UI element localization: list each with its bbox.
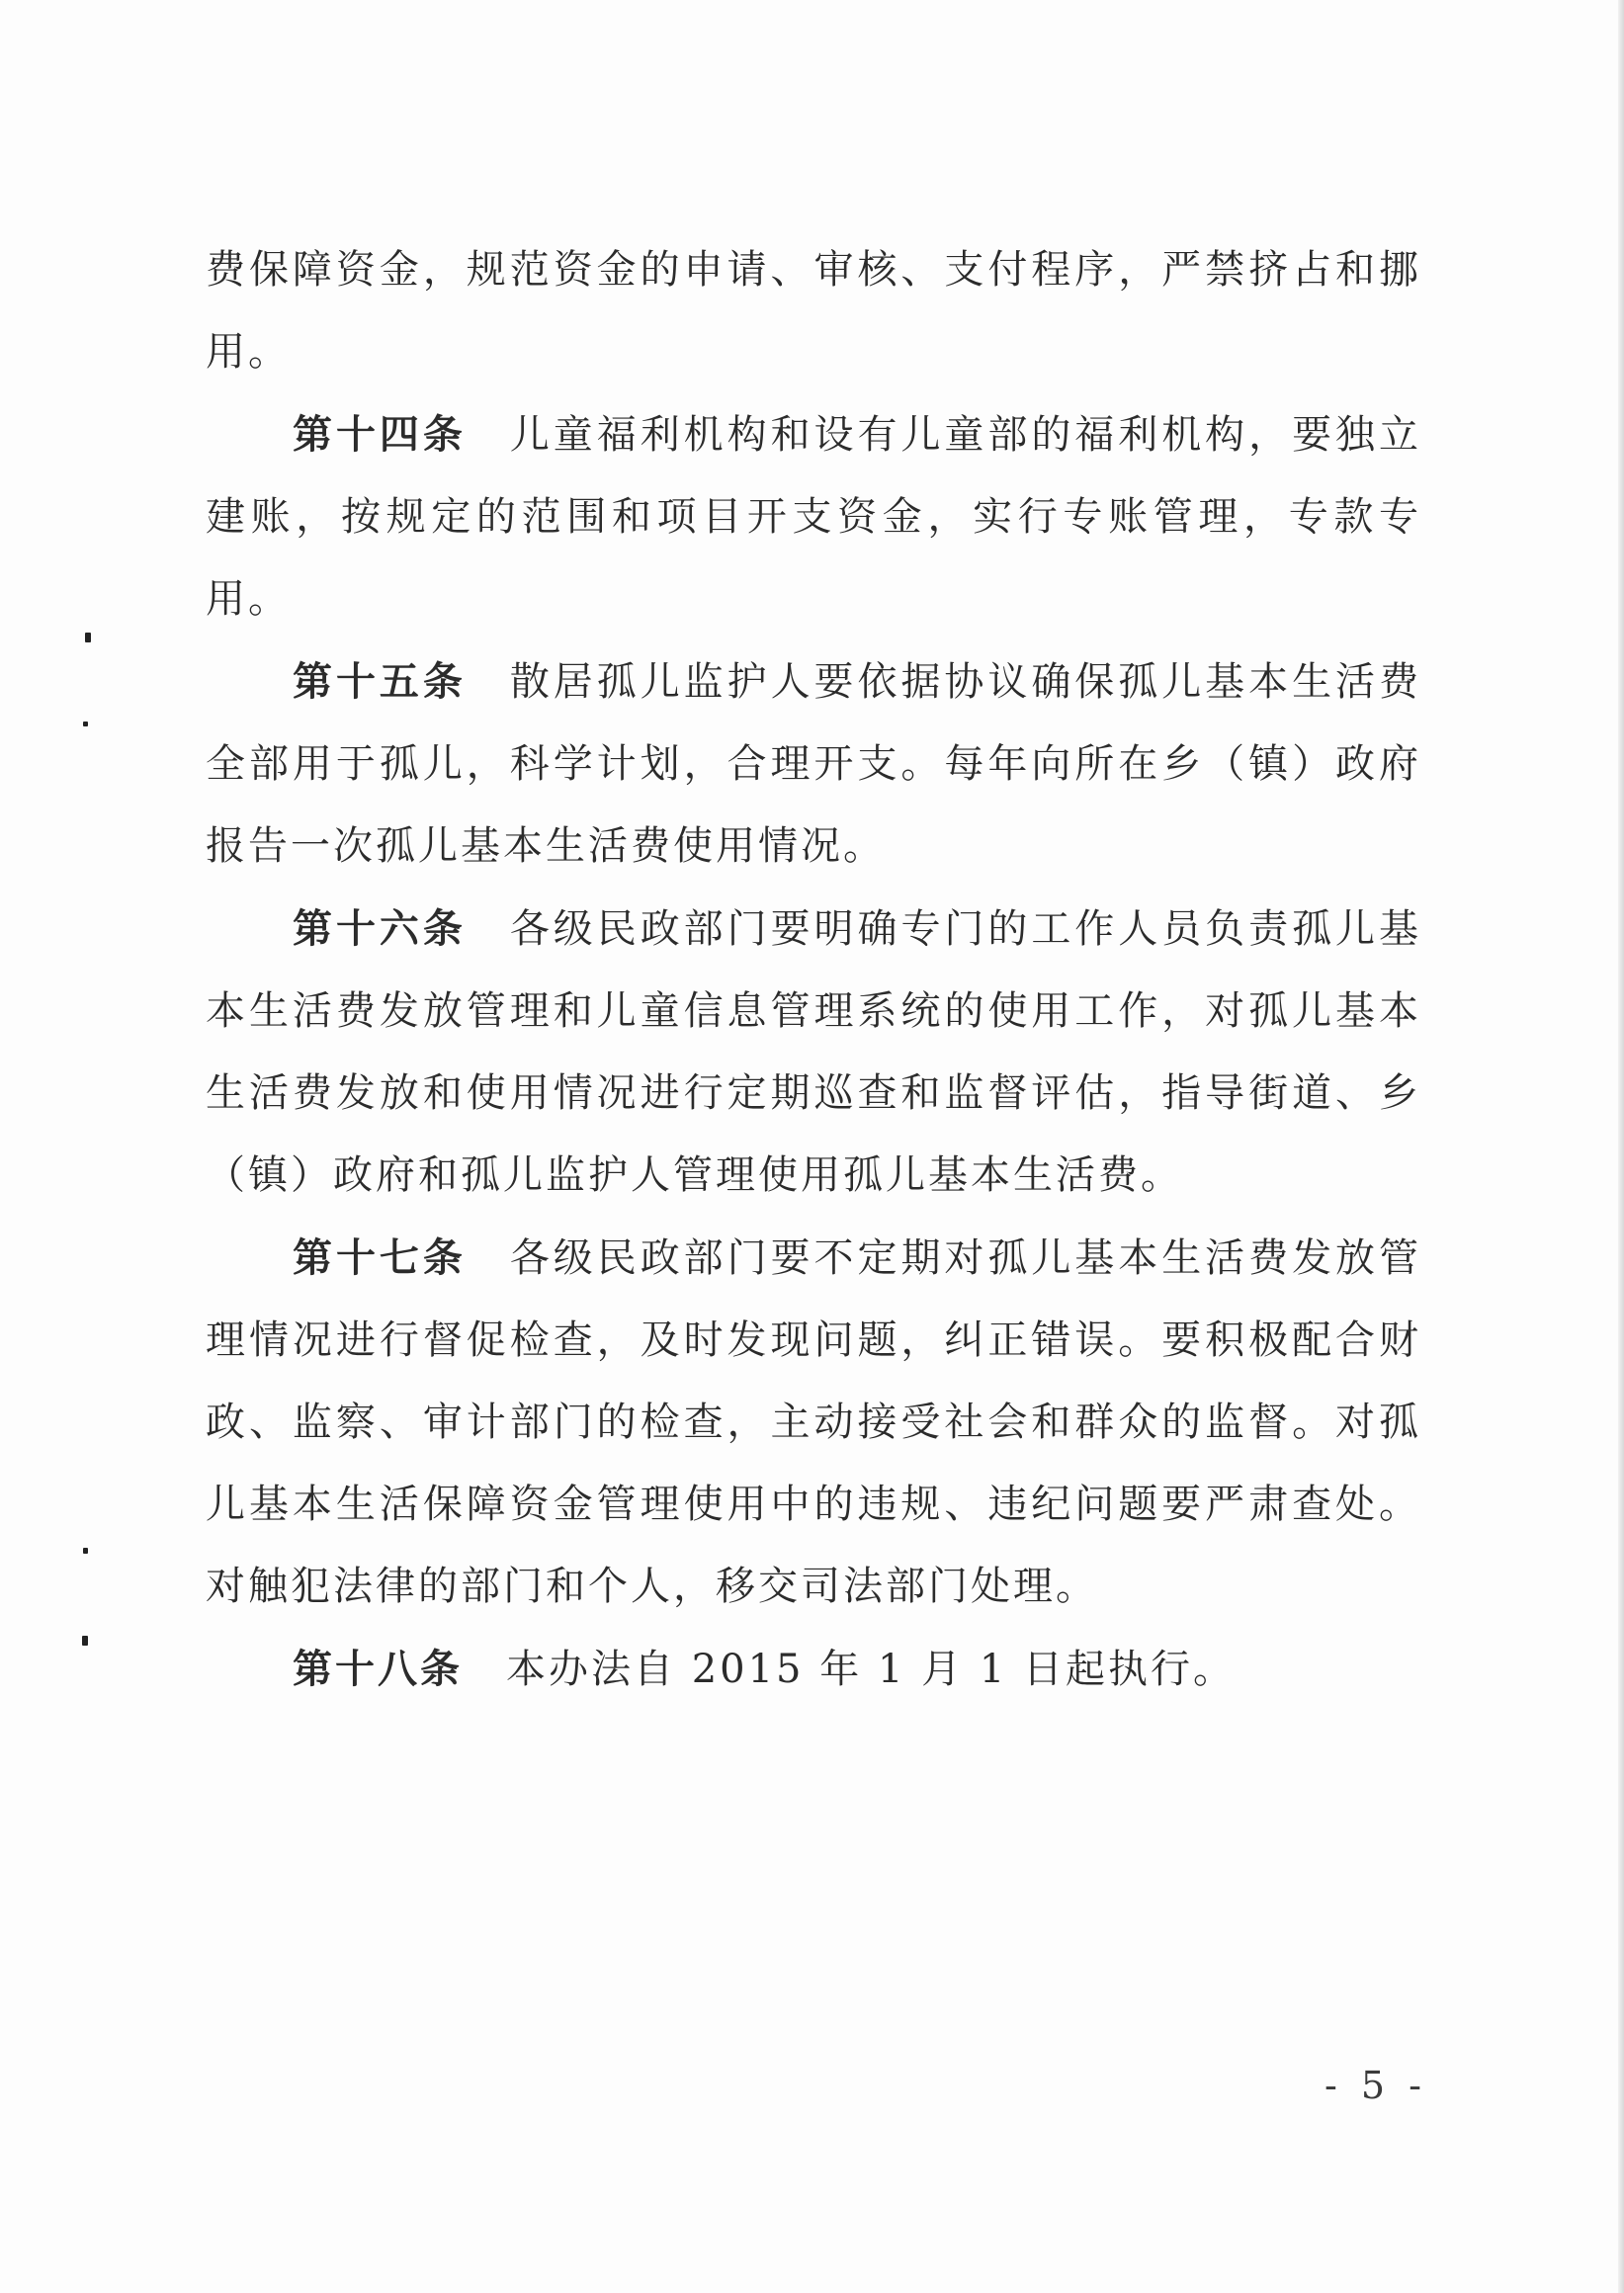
- paragraph-continuation: [206, 229, 1421, 393]
- scan-artifact: [85, 633, 91, 642]
- article-17: [206, 1217, 1421, 1628]
- article-text: 本办法自 2015 年 1 月 1 日起执行。: [506, 1647, 1236, 1692]
- article-15: [206, 640, 1421, 888]
- scan-artifact: [83, 1548, 88, 1554]
- scan-artifact: [82, 1636, 88, 1646]
- article-label: 第十八条: [293, 1646, 463, 1692]
- article-text: 各级民政部门要不定期对孤儿基本生活费发放管理情况进行督促检查，及时发现问题，纠正错误。要积极配合财政、监察、审计部门的检查，主动接受社会和群众的监督。对孤儿基本生活保障资金管理使用中的违规、违纪问题要严肃查处。对触犯法律的部门和个人，移交司法部门处理。: [206, 1235, 1422, 1609]
- article-text: 各级民政部门要明确专门的工作人员负责孤儿基本生活费发放管理和儿童信息管理系统的使用工作，对孤儿基本生活费发放和使用情况进行定期巡查和监督评估，指导街道、乡（镇）政府和孤儿监护人管理使用孤儿基本生活费。: [206, 906, 1422, 1198]
- article-14: [206, 393, 1421, 640]
- article-text: 儿童福利机构和设有儿童部的福利机构，要独立建账，按规定的范围和项目开支资金，实行专账管理，专款专用。: [206, 412, 1422, 622]
- article-label: 第十六条: [293, 905, 467, 952]
- scan-artifact: [83, 722, 88, 726]
- article-text: 散居孤儿监护人要依据协议确保孤儿基本生活费全部用于孤儿，科学计划，合理开支。每年向所在乡（镇）政府报告一次孤儿基本生活费使用情况。: [206, 659, 1422, 869]
- article-label: 第十四条: [293, 411, 467, 458]
- document-body: [206, 229, 1421, 1711]
- article-18: [206, 1628, 1421, 1711]
- scan-edge-shadow: [1618, 0, 1624, 2293]
- article-label: 第十七条: [293, 1234, 467, 1281]
- page-number: - 5 -: [1325, 2064, 1428, 2107]
- article-label: 第十五条: [293, 658, 467, 705]
- paragraph-text: 费保障资金，规范资金的申请、审核、支付程序，严禁挤占和挪用。: [206, 247, 1421, 375]
- article-16: [206, 888, 1421, 1217]
